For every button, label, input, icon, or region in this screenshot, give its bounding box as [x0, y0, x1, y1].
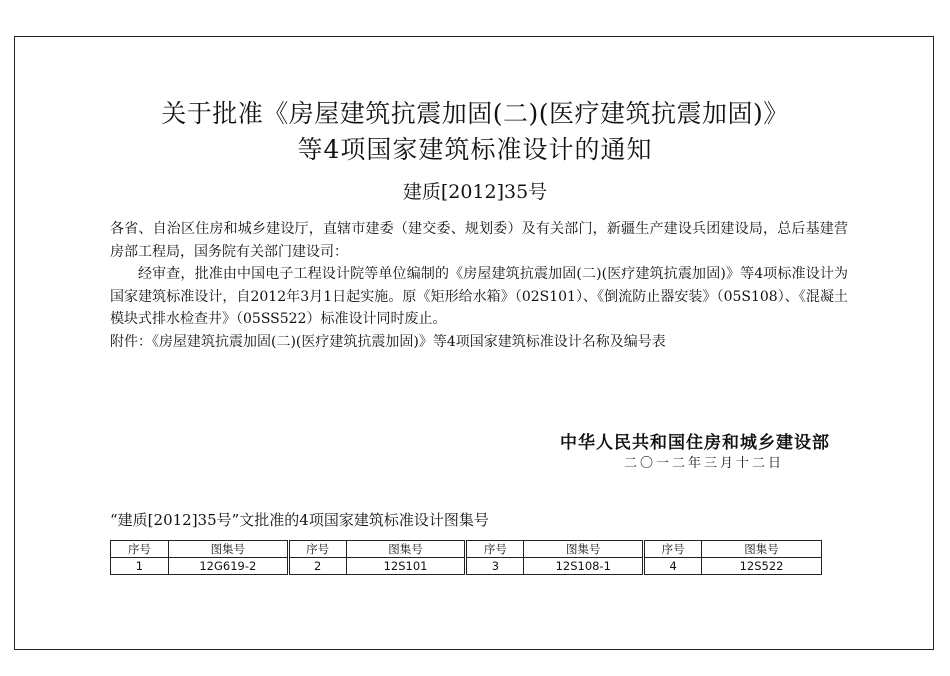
cell-seq: 2 [288, 558, 346, 575]
approval-paragraph: 经审查，批准由中国电子工程设计院等单位编制的《房屋建筑抗震加固(二)(医疗建筑抗震加固)》等4项标准设计为国家建筑标准设计，自2012年3月1日起实施。原《矩形给水箱》（02S101）、《倒流防止器安装》（05S108）、《混凝土模块式排水检查井》（05SS522）标准设计同时废止。 [110, 266, 848, 328]
attachment-line: 附件：《房屋建筑抗震加固(二)(医疗建筑抗震加固)》等4项国家建筑标准设计名称及编号表 [110, 333, 666, 350]
recipients-paragraph: 各省、自治区住房和城乡建设厅，直辖市建委（建交委、规划委）及有关部门，新疆生产建设兵团建设局，总后基建营房部工程局，国务院有关部门建设司： [110, 221, 848, 260]
header-atlas-no: 图集号 [346, 541, 466, 558]
cell-atlas-no: 12S522 [702, 558, 822, 575]
header-seq: 序号 [111, 541, 169, 558]
header-atlas-no: 图集号 [168, 541, 288, 558]
cell-seq: 1 [111, 558, 169, 575]
header-atlas-no: 图集号 [702, 541, 822, 558]
title-line-1: 关于批准《房屋建筑抗震加固(二)(医疗建筑抗震加固)》 [161, 99, 789, 128]
header-seq: 序号 [466, 541, 524, 558]
table-caption: “建质[2012]35号”文批准的4项国家建筑标准设计图集号 [110, 511, 489, 529]
issue-date: 二〇一二年三月十二日 [623, 456, 784, 471]
cell-seq: 4 [644, 558, 702, 575]
table-row [111, 558, 822, 575]
cell-seq: 3 [466, 558, 524, 575]
atlas-number-table [110, 540, 822, 575]
cell-atlas-no: 12S108-1 [524, 558, 644, 575]
document-number: 建质[2012]35号 [402, 181, 548, 203]
cell-atlas-no: 12G619-2 [168, 558, 288, 575]
issuing-authority: 中华人民共和国住房和城乡建设部 [560, 433, 830, 453]
notice-body [110, 218, 848, 354]
title-line-2: 等4项国家建筑标准设计的通知 [297, 135, 653, 164]
table-header-row [111, 541, 822, 558]
cell-atlas-no: 12S101 [346, 558, 466, 575]
header-seq: 序号 [644, 541, 702, 558]
header-atlas-no: 图集号 [524, 541, 644, 558]
header-seq: 序号 [288, 541, 346, 558]
